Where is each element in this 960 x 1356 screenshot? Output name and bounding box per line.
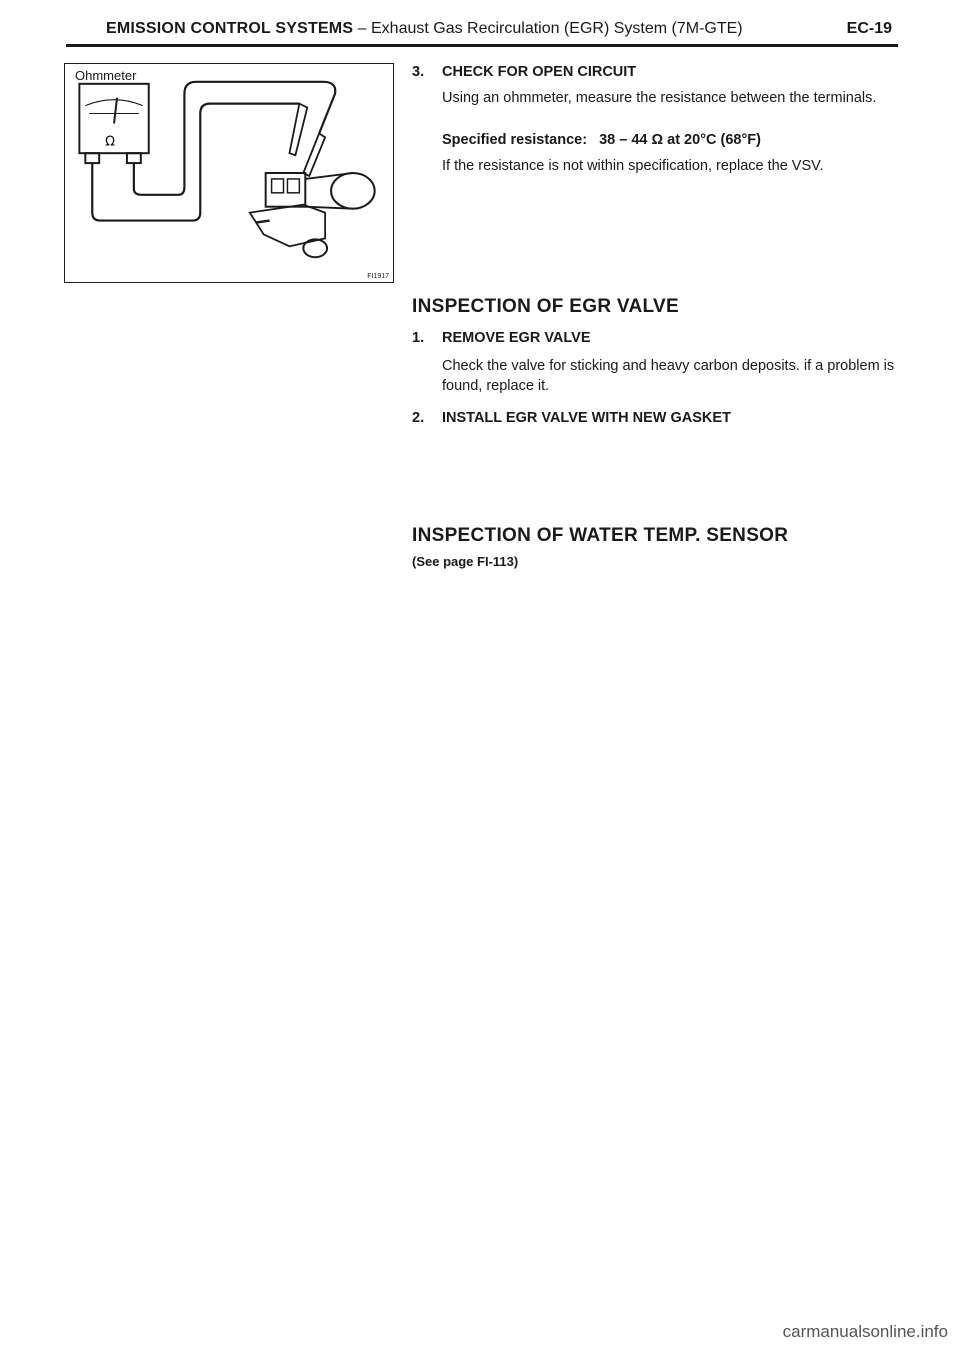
specified-resistance [442, 132, 761, 148]
ohmmeter-label: Ohmmeter [75, 68, 137, 83]
ohmmeter-vsv-illustration [65, 64, 393, 282]
header-rule [66, 44, 898, 47]
step-number: 1. [412, 330, 425, 346]
step-3-note: If the resistance is not within specification, replace the VSV. [442, 158, 824, 174]
egr-inspection-heading: INSPECTION OF EGR VALVE [412, 296, 679, 317]
step-title: REMOVE EGR VALVE [442, 330, 591, 346]
step-title: CHECK FOR OPEN CIRCUIT [442, 64, 637, 80]
step-3-text: Using an ohmmeter, measure the resistance between the terminals. [442, 90, 877, 106]
ohmmeter-figure [64, 63, 394, 283]
watermark: carmanualsonline.info [782, 1322, 948, 1341]
section-title: EMISSION CONTROL SYSTEMS [106, 20, 354, 37]
step-title: INSTALL EGR VALVE WITH NEW GASKET [442, 410, 731, 426]
step-number: 2. [412, 410, 425, 426]
section-subtitle: – Exhaust Gas Recirculation (EGR) System (7M-GTE) [353, 20, 743, 37]
page-reference: (See page FI-113) [412, 554, 519, 569]
egr-step-1-text: Check the valve for sticking and heavy carbon deposits. if a problem is found, replace it. [442, 358, 895, 394]
step-number: 3. [412, 64, 425, 80]
spec-value: 38 – 44 Ω at 20°C (68°F) [599, 132, 761, 148]
spec-label: Specified resistance: [442, 132, 588, 148]
page-number: EC-19 [846, 20, 892, 37]
page-header [106, 20, 896, 46]
figure-code: FI1917 [367, 273, 389, 280]
ohm-symbol: Ω [105, 134, 115, 150]
water-temp-inspection-heading: INSPECTION OF WATER TEMP. SENSOR [412, 525, 789, 546]
